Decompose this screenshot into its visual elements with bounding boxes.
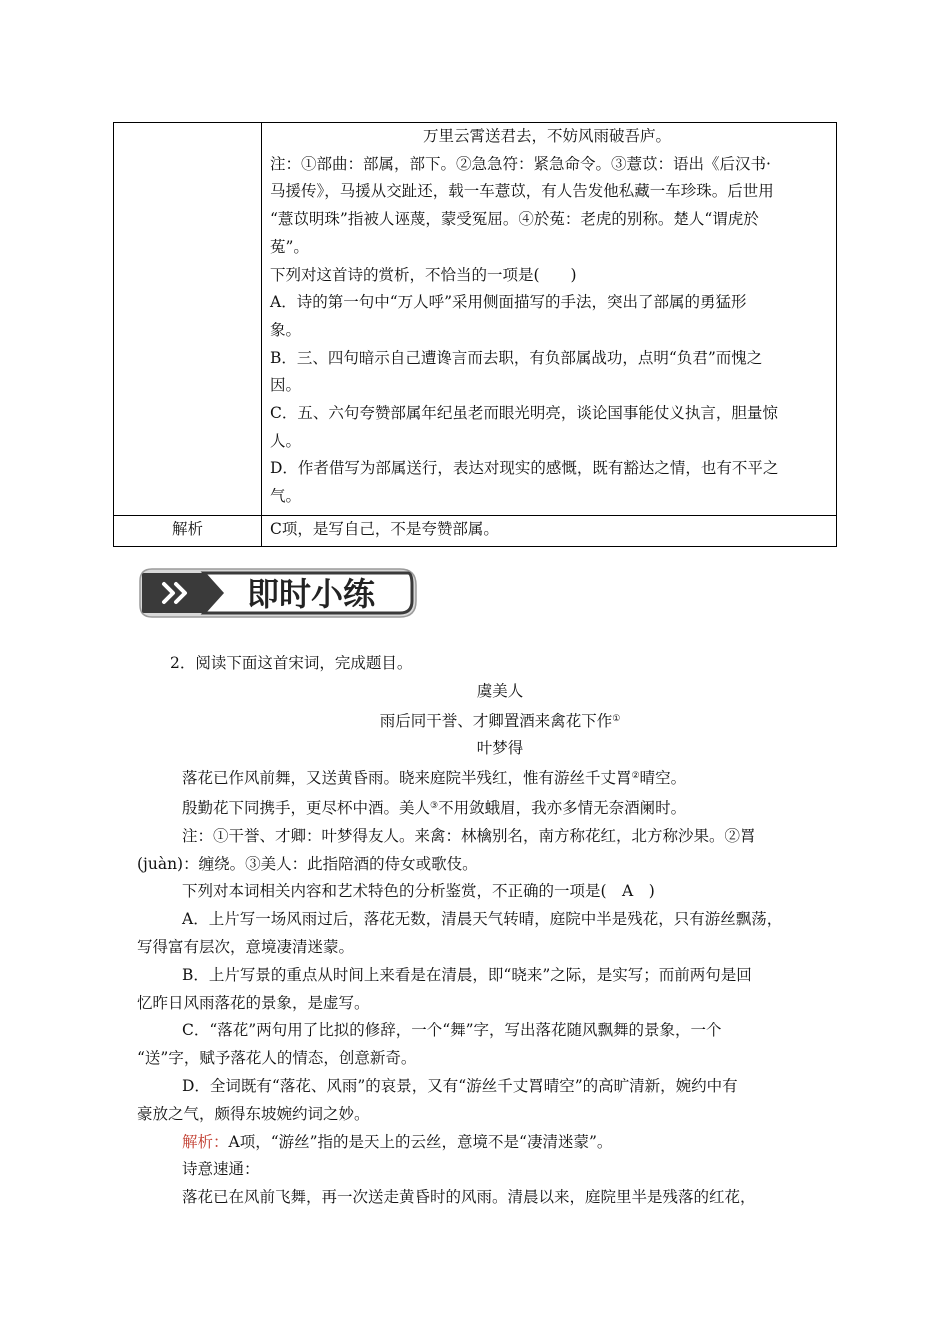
analysis-line: 解析：A项，“游丝”指的是天上的云丝，意境不是“凄清迷蒙”。 — [182, 1132, 613, 1151]
meaning-label: 诗意速通： — [182, 1160, 260, 1179]
note-line: 注：①部曲：部属，部下。②急急符：紧急命令。③薏苡：语出《后汉书· — [270, 154, 771, 173]
poem-title: 虞美人 — [476, 681, 524, 700]
option-line: 人。 — [270, 431, 302, 450]
note-line: (juàn)：缠绕。③美人：此指陪酒的侍女或歌伎。 — [137, 854, 478, 873]
note-line: “薏苡明珠”指被人诬蔑，蒙受冤屈。④於菟：老虎的别称。楚人“谓虎於 — [270, 210, 759, 229]
table-content-cell — [262, 123, 836, 515]
table-left-cell — [114, 123, 262, 515]
option-line: 象。 — [270, 320, 302, 339]
table-row — [114, 516, 836, 546]
option-line: D．作者借写为部属送行，表达对现实的感慨，既有豁达之情，也有不平之 — [270, 459, 779, 478]
option-line: A．上片写一场风雨过后，落花无数，清晨天气转晴，庭院中半是残花，只有游丝飘荡， — [182, 910, 783, 929]
option-line: 因。 — [270, 376, 302, 395]
question-intro: 2．阅读下面这首宋词，完成题目。 — [170, 654, 413, 672]
banner-label: 即时小练 — [246, 575, 376, 613]
option-line: C．“落花”两句用了比拟的修辞，一个“舞”字，写出落花随风飘舞的景象，一个 — [182, 1021, 722, 1040]
option-line: B．上片写景的重点从时间上来看是在清晨，即“晓来”之际，是实写；而前两句是回 — [182, 965, 752, 984]
analysis-label: 解析 — [114, 516, 262, 546]
option-line: 豪放之气，颇得东坡婉约词之妙。 — [137, 1104, 370, 1123]
option-line: “送”字，赋予落花人的情态，创意新奇。 — [137, 1049, 417, 1068]
table-row — [114, 123, 836, 516]
note-line: 马援传》，马援从交趾还，载一车薏苡，有人告发他私藏一车珍珠。后世用 — [270, 182, 774, 201]
analysis-label: 解析： — [182, 1132, 229, 1151]
option-line: D．全词既有“落花、风雨”的哀景，又有“游丝千丈罥晴空”的高旷清新，婉约中有 — [182, 1076, 738, 1095]
poem-subtitle: 雨后同干誉、才卿置酒来禽花下作① — [379, 711, 621, 730]
meaning-text: 落花已在风前飞舞，再一次送走黄昏时的风雨。清晨以来，庭院里半是残落的红花， — [182, 1188, 756, 1207]
option-line: 写得富有层次，意境凄清迷蒙。 — [137, 937, 355, 956]
question-stem: 下列对这首诗的赏析，不恰当的一项是( ) — [270, 265, 577, 284]
option-line: C．五、六句夸赞部属年纪虽老而眼光明亮，谈论国事能仗义执言，胆量惊 — [270, 404, 778, 423]
practice-section — [137, 650, 818, 1212]
poem-line: 落花已作风前舞，又送黄昏雨。晓来庭院半残红，惟有游丝千丈罥②晴空。 — [182, 769, 687, 788]
poem-author: 叶梦得 — [476, 739, 524, 758]
option-line: 气。 — [270, 487, 302, 506]
note-line: 注：①干誉、才卿：叶梦得友人。来禽：林檎别名，南方称花红，北方称沙果。②罥 — [182, 826, 756, 845]
option-line: A．诗的第一句中“万人呼”采用侧面描写的手法，突出了部属的勇猛形 — [270, 293, 747, 312]
question-table — [113, 122, 837, 547]
question-stem: 下列对本词相关内容和艺术特色的分析鉴赏，不正确的一项是( A ) — [182, 882, 655, 901]
option-line: 忆昨日风雨落花的景象，是虚写。 — [137, 993, 370, 1012]
poem-last-line: 万里云霄送君去，不妨风雨破吾庐。 — [422, 127, 671, 145]
poem-line: 殷勤花下同携手，更尽杯中酒。美人③不用敛蛾眉，我亦多情无奈酒阑时。 — [182, 798, 687, 817]
analysis-text: C项，是写自己，不是夸赞部属。 — [270, 519, 499, 538]
option-line: B．三、四句暗示自己遭谗言而去职，有负部属战功，点明“负君”而愧之 — [270, 348, 763, 367]
section-banner — [138, 567, 418, 619]
note-line: 菟”。 — [270, 237, 309, 256]
